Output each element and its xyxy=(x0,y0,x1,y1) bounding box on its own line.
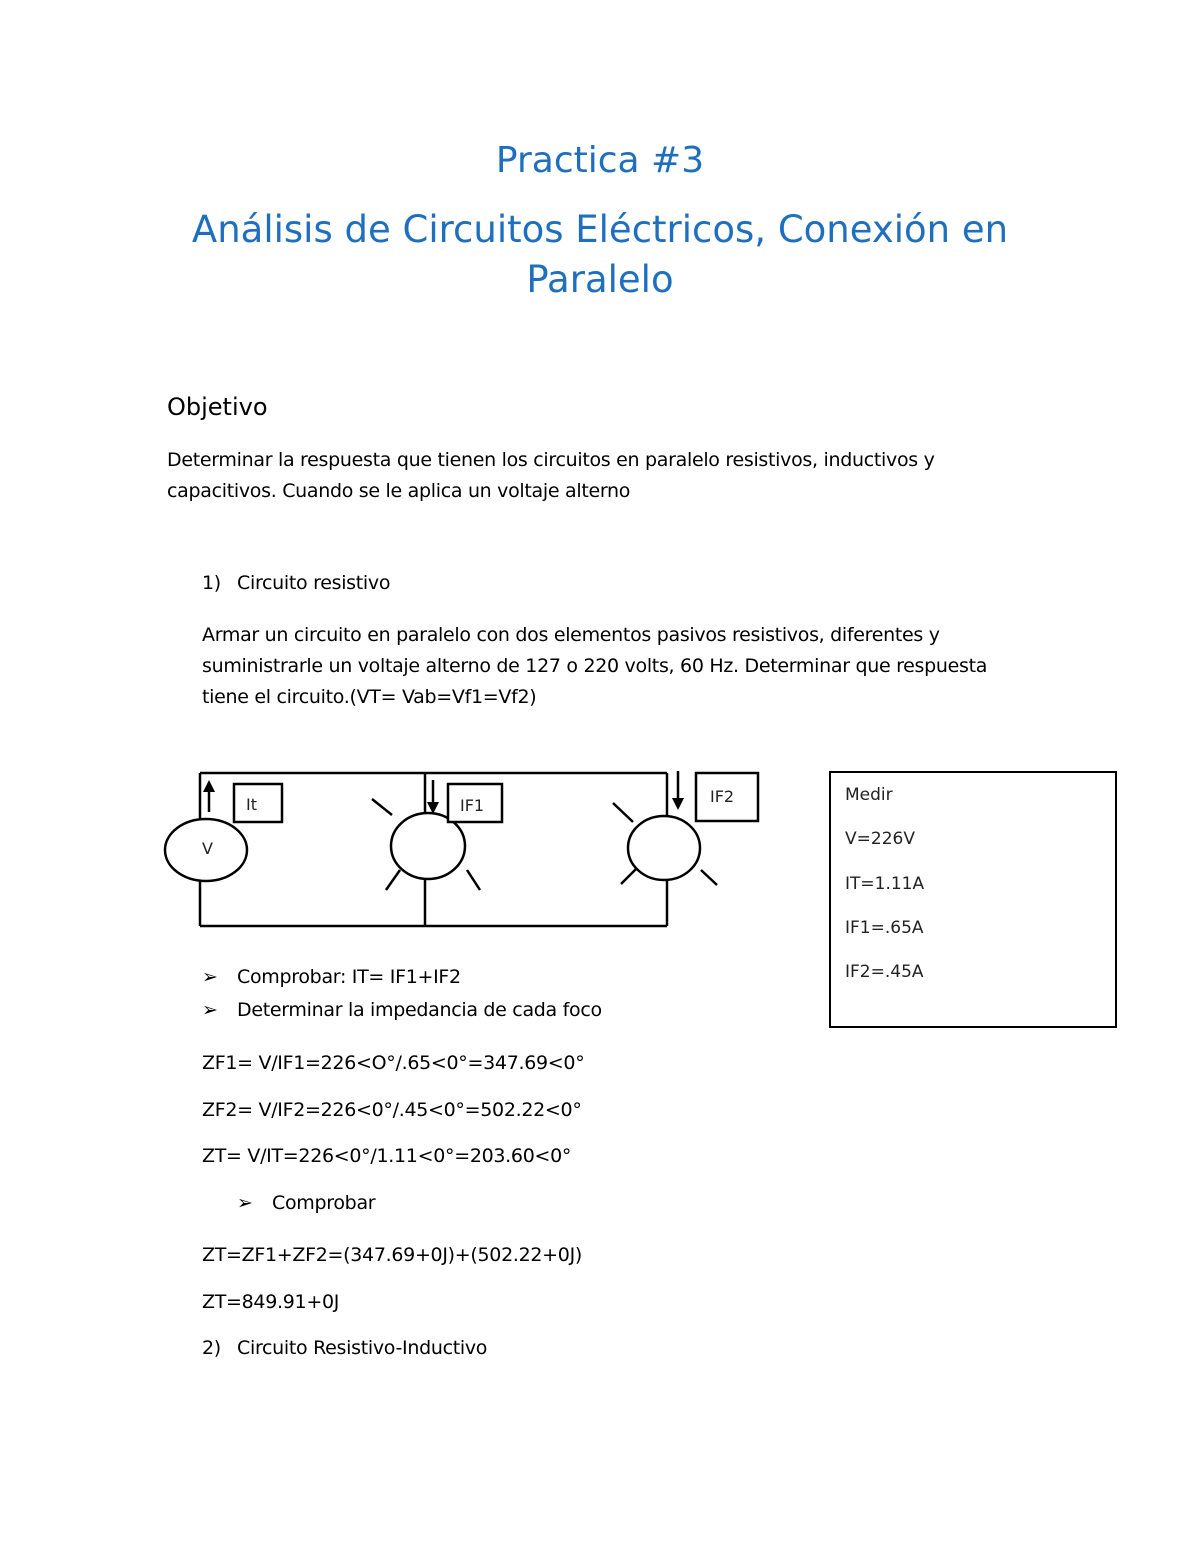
arrow-bullet-icon: ➢ xyxy=(202,999,218,1021)
section-2-heading xyxy=(202,1333,487,1364)
measurement-if1: IF1=.65A xyxy=(845,918,924,938)
measurement-title: Medir xyxy=(845,785,893,805)
measurement-voltage: V=226V xyxy=(845,829,915,849)
arrow-bullet-icon: ➢ xyxy=(202,966,218,988)
bullet-text: Comprobar xyxy=(272,1192,376,1214)
lamp-1-ray xyxy=(467,870,480,890)
arrow-bullet-icon: ➢ xyxy=(237,1192,253,1214)
lamp-2-icon xyxy=(628,816,700,880)
page-title: Practica #3 xyxy=(495,140,705,181)
section-1-title: Circuito resistivo xyxy=(237,572,391,594)
formula-zt-sum: ZT=ZF1+ZF2=(347.69+0J)+(502.22+0J) xyxy=(202,1244,583,1266)
formula-zt: ZT= V/IT=226<0°/1.11<0°=203.60<0° xyxy=(202,1145,572,1167)
bullet-text: Comprobar: IT= IF1+IF2 xyxy=(237,966,461,988)
lamp-1-ray xyxy=(386,870,400,890)
lamp-2-ray xyxy=(621,869,636,884)
section-1-number: 1) xyxy=(202,572,221,594)
page-subtitle: Análisis de Circuitos Eléctricos, Conexión en Paralelo xyxy=(191,208,1009,301)
formula-zf1: ZF1= V/IF1=226<O°/.65<0°=347.69<0° xyxy=(202,1052,585,1074)
measurement-box xyxy=(829,771,1117,1028)
source-label: V xyxy=(202,839,213,858)
section-1-text: Armar un circuito en paralelo con dos elementos pasivos resistivos, diferentes y suministrarle un voltaje alterno de 127 o 220 volts, 60 Hz. Determinar que respuesta tiene el circuito.(VT= Vab=Vf1=Vf2) xyxy=(202,624,988,708)
lamp-2-ray xyxy=(701,870,717,885)
lamp-1-ray xyxy=(372,799,392,815)
circuit-diagram xyxy=(160,766,770,936)
bullet-item xyxy=(202,995,602,1026)
formula-zt-result: ZT=849.91+0J xyxy=(202,1291,340,1313)
measurement-it: IT=1.11A xyxy=(845,874,925,894)
bullet-text: Determinar la impedancia de cada foco xyxy=(237,999,602,1021)
if2-arrow-head-icon xyxy=(672,798,684,810)
section-2-title: Circuito Resistivo-Inductivo xyxy=(237,1337,488,1359)
bullet-item xyxy=(202,962,461,993)
lamp-2-ray xyxy=(613,803,633,822)
it-label-box xyxy=(234,784,282,822)
bullet-item xyxy=(237,1188,375,1219)
formula-zf2: ZF2= V/IF2=226<0°/.45<0°=502.22<0° xyxy=(202,1099,582,1121)
if2-label: IF2 xyxy=(710,787,735,806)
measurement-if2: IF2=.45A xyxy=(845,962,924,982)
section-1-heading xyxy=(202,568,390,599)
it-arrow-head-icon xyxy=(203,780,215,792)
objective-heading: Objetivo xyxy=(167,393,268,421)
section-2-number: 2) xyxy=(202,1337,221,1359)
objective-text: Determinar la respuesta que tienen los circuitos en paralelo resistivos, inductivos y capacitivos. Cuando se le aplica un voltaje alterno xyxy=(167,449,935,502)
if1-label: IF1 xyxy=(460,796,485,815)
it-label: It xyxy=(246,795,257,814)
